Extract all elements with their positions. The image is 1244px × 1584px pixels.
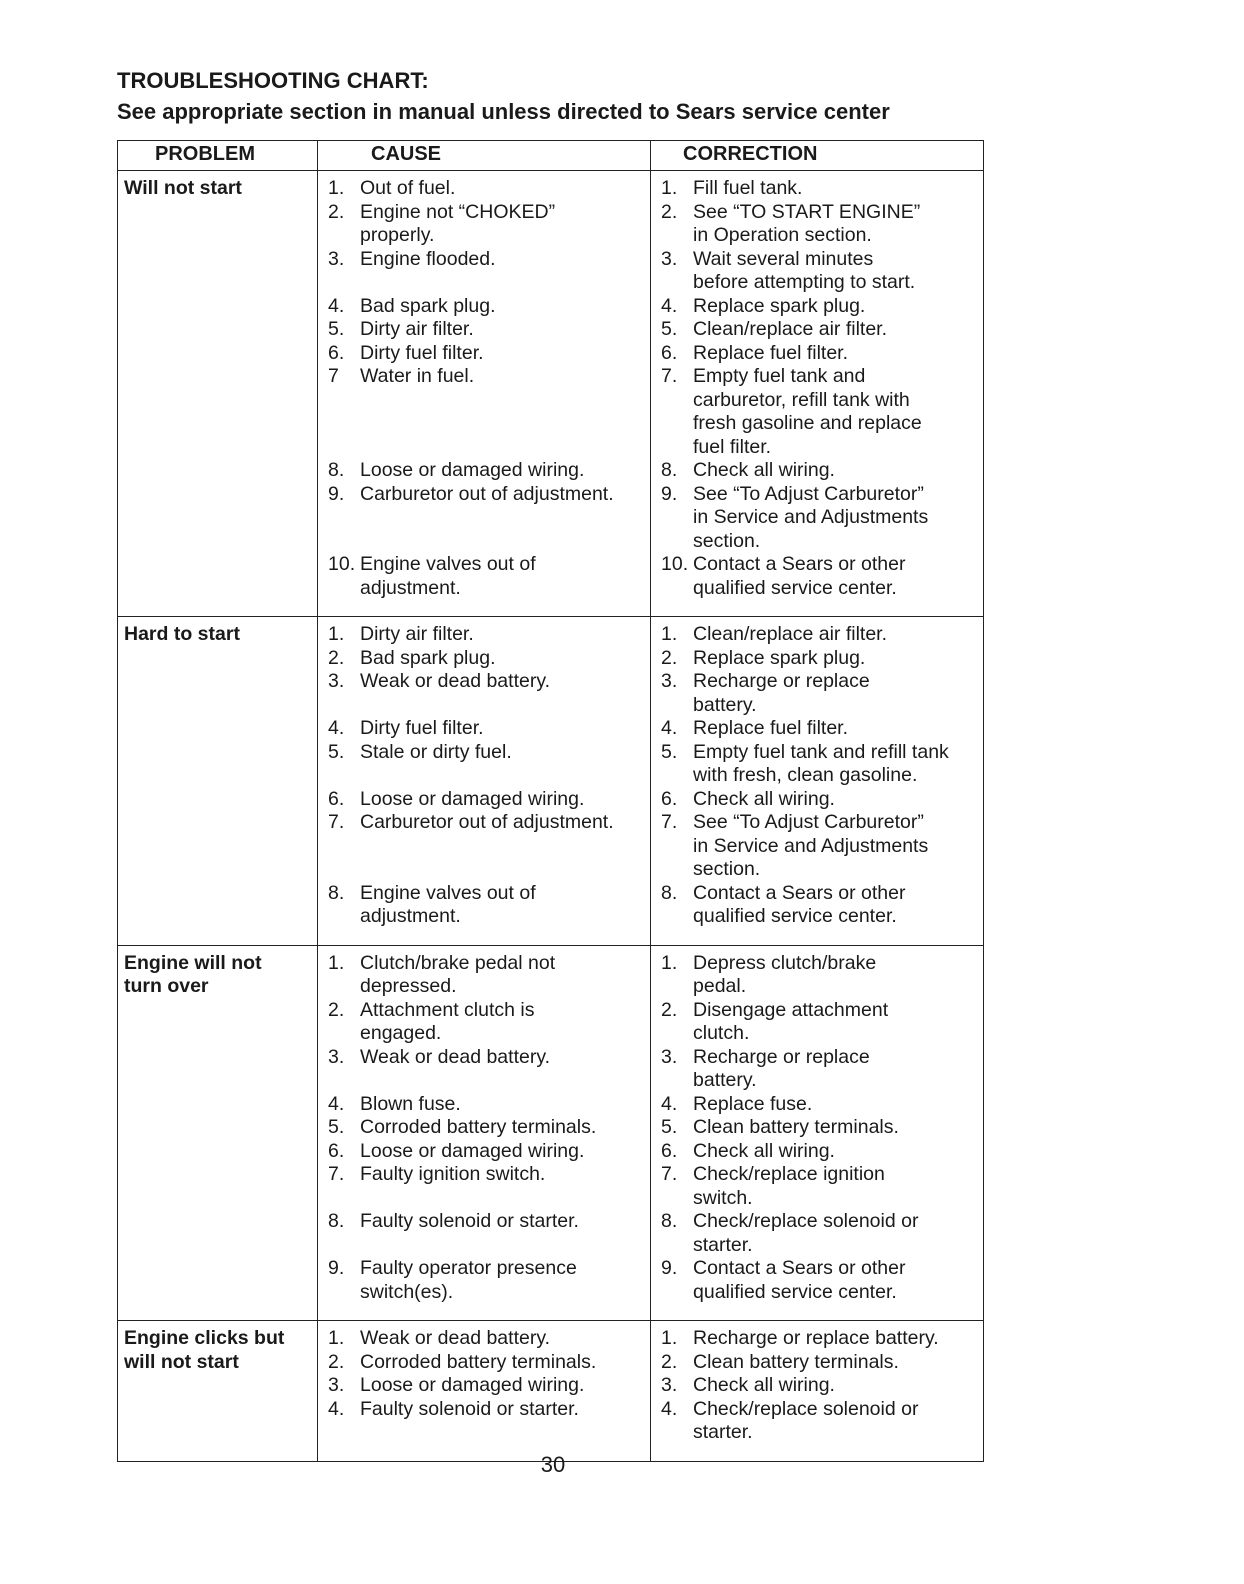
correction-item [661, 882, 981, 929]
cause-item-number: 3. [328, 1374, 345, 1396]
cause-item-text: Faulty solenoid or starter. [360, 1210, 579, 1232]
correction-item [661, 717, 981, 741]
cause-item-number: 3. [328, 670, 345, 692]
cause-item-text: Carburetor out of adjustment. [360, 811, 614, 833]
correction-item-text: Replace fuel filter. [693, 341, 849, 364]
correction-item [661, 1116, 981, 1140]
cause-item-text: Bad spark plug. [360, 646, 496, 669]
cause-item-text: Engine valves out of adjustment. [360, 881, 536, 927]
correction-item-text: Depress clutch/brake pedal. [693, 951, 877, 997]
correction-item-number: 3. [661, 1374, 678, 1396]
cause-item-number: 10. [328, 553, 356, 575]
correction-cell [651, 171, 984, 617]
spacer [328, 271, 648, 295]
correction-cell [651, 1321, 984, 1462]
cause-item [328, 295, 648, 319]
cause-item-text: Corroded battery terminals. [360, 1116, 597, 1138]
cause-item [328, 741, 648, 765]
cause-item [328, 1163, 648, 1187]
cause-item-text: Dirty air filter. [360, 623, 474, 645]
cause-item-text: Clutch/brake pedal not depressed. [360, 951, 556, 997]
table-row [118, 945, 984, 1321]
correction-item-number: 7. [661, 1163, 678, 1185]
correction-item-text: Disengage attachment clutch. [693, 998, 889, 1044]
correction-item [661, 1140, 981, 1164]
correction-item-number: 7. [661, 811, 678, 833]
correction-item-text: Check all wiring. [693, 1374, 835, 1396]
problem-cell [118, 171, 318, 617]
cause-item-text: Dirty fuel filter. [360, 717, 484, 739]
correction-item-number: 6. [661, 787, 678, 810]
cause-item-text: Engine not “CHOKED” properly. [360, 200, 556, 246]
cause-item-number: 7. [328, 1163, 345, 1185]
cause-item-number: 4. [328, 294, 345, 317]
cause-item [328, 459, 648, 483]
correction-item [661, 1327, 981, 1351]
cause-item-text: Engine flooded. [360, 247, 496, 270]
correction-item [661, 483, 981, 554]
correction-item [661, 999, 981, 1046]
cause-item [328, 1116, 648, 1140]
correction-item [661, 1351, 981, 1375]
correction-item [661, 201, 981, 248]
correction-item [661, 1257, 981, 1304]
cause-item-number: 1. [328, 623, 345, 645]
cause-item [328, 483, 648, 507]
correction-item [661, 248, 981, 295]
correction-item-number: 9. [661, 1257, 678, 1279]
cause-item-text: Loose or damaged wiring. [360, 1374, 585, 1396]
correction-item [661, 1046, 981, 1093]
problem-label: Will not start [124, 177, 242, 199]
cause-item-text: Weak or dead battery. [360, 1327, 551, 1349]
correction-item-number: 1. [661, 1327, 678, 1349]
cause-item [328, 882, 648, 929]
correction-item-text: Recharge or replace battery. [693, 1045, 870, 1091]
correction-cell [651, 617, 984, 946]
correction-item-text: See “To Adjust Carburetor” in Service and Adjustments section. [693, 811, 929, 880]
correction-item-number: 4. [661, 294, 678, 317]
correction-item [661, 459, 981, 483]
correction-item-text: Fill fuel tank. [693, 177, 803, 199]
correction-item-number: 4. [661, 1397, 678, 1420]
correction-item-text: Check all wiring. [693, 459, 835, 481]
cause-item [328, 1210, 648, 1234]
cause-item [328, 1093, 648, 1117]
problem-cell [118, 617, 318, 946]
cause-cell [318, 617, 651, 946]
correction-item-number: 7. [661, 365, 678, 387]
cause-item-text: Dirty air filter. [360, 318, 474, 340]
correction-item-text: Contact a Sears or other qualified service center. [693, 1257, 906, 1303]
cause-item-number: 4. [328, 717, 345, 739]
spacer [328, 506, 648, 553]
cause-item-text: Bad spark plug. [360, 294, 496, 317]
cause-item-number: 2. [328, 998, 345, 1021]
correction-item-text: Clean battery terminals. [693, 1350, 899, 1373]
cause-item-text: Dirty fuel filter. [360, 341, 484, 364]
cause-item-text: Attachment clutch is engaged. [360, 998, 535, 1044]
correction-item-text: Wait several minutes before attempting to start. [693, 247, 916, 293]
correction-item-text: Clean/replace air filter. [693, 318, 888, 340]
correction-item [661, 1398, 981, 1445]
cause-item [328, 177, 648, 201]
correction-item-text: Contact a Sears or other qualified service center. [693, 553, 906, 599]
correction-item-number: 2. [661, 200, 678, 223]
cause-item [328, 318, 648, 342]
correction-item [661, 553, 981, 600]
correction-item [661, 1163, 981, 1210]
correction-item [661, 1374, 981, 1398]
correction-item-text: Check/replace solenoid or starter. [693, 1397, 919, 1443]
cause-item [328, 788, 648, 812]
correction-item-text: Check/replace solenoid or starter. [693, 1210, 919, 1256]
correction-item-number: 5. [661, 740, 678, 763]
cause-item-number: 2. [328, 646, 345, 669]
cause-item-number: 5. [328, 1116, 345, 1138]
cause-item-text: Corroded battery terminals. [360, 1350, 597, 1373]
correction-item-number: 10. [661, 553, 689, 575]
correction-item-text: Clean/replace air filter. [693, 623, 888, 645]
spacer [328, 1187, 648, 1211]
cause-item-number: 9. [328, 482, 345, 505]
correction-item-number: 1. [661, 177, 678, 199]
cause-item-text: Faulty operator presence switch(es). [360, 1257, 577, 1303]
correction-item [661, 1093, 981, 1117]
cause-item-number: 1. [328, 1327, 345, 1349]
correction-item-number: 5. [661, 318, 678, 340]
table-body [118, 171, 984, 1462]
cause-item-number: 8. [328, 1210, 345, 1232]
correction-item-number: 5. [661, 1116, 678, 1138]
column-header-problem: PROBLEM [118, 141, 318, 171]
cause-item-text: Stale or dirty fuel. [360, 740, 512, 763]
correction-item [661, 647, 981, 671]
cause-item [328, 1398, 648, 1422]
chart-title: TROUBLESHOOTING CHART: [117, 68, 429, 93]
correction-item-text: Check all wiring. [693, 1139, 835, 1162]
cause-item-number: 5. [328, 740, 345, 763]
correction-item-number: 1. [661, 623, 678, 645]
correction-item [661, 952, 981, 999]
column-header-cause: CAUSE [318, 141, 651, 171]
correction-item-number: 4. [661, 717, 678, 739]
cause-item-text: Weak or dead battery. [360, 670, 551, 692]
correction-item-text: Recharge or replace battery. [693, 670, 870, 716]
cause-item-text: Weak or dead battery. [360, 1045, 551, 1068]
page-number: 30 [540, 1452, 566, 1477]
correction-item-text: Check all wiring. [693, 787, 835, 810]
spacer [328, 1234, 648, 1258]
cause-item [328, 342, 648, 366]
spacer [328, 389, 648, 460]
correction-item [661, 342, 981, 366]
correction-item-text: Replace fuse. [693, 1092, 813, 1115]
spacer [328, 835, 648, 882]
correction-item-text: Clean battery terminals. [693, 1116, 899, 1138]
cause-item-text: Loose or damaged wiring. [360, 459, 585, 481]
correction-item [661, 177, 981, 201]
correction-item-number: 2. [661, 646, 678, 669]
cause-item [328, 811, 648, 835]
problem-label: Engine clicks but will not start [124, 1327, 285, 1373]
cause-item [328, 1257, 648, 1304]
correction-item-number: 2. [661, 998, 678, 1021]
troubleshooting-table [117, 140, 984, 1462]
correction-item-text: See “TO START ENGINE” in Operation section. [693, 200, 921, 246]
correction-item [661, 741, 981, 788]
cause-item [328, 1351, 648, 1375]
cause-item-number: 6. [328, 341, 345, 364]
correction-item [661, 623, 981, 647]
correction-item-number: 8. [661, 459, 678, 481]
correction-item-text: Replace spark plug. [693, 294, 866, 317]
cause-item-number: 6. [328, 787, 345, 810]
cause-item [328, 201, 648, 248]
correction-item [661, 1210, 981, 1257]
problem-cell [118, 1321, 318, 1462]
cause-item-text: Out of fuel. [360, 177, 456, 199]
spacer [328, 694, 648, 718]
cause-item [328, 999, 648, 1046]
column-header-correction: CORRECTION [651, 141, 984, 171]
correction-item [661, 365, 981, 459]
correction-item [661, 811, 981, 882]
cause-item-number: 7. [328, 811, 345, 833]
correction-item-number: 8. [661, 1210, 678, 1232]
table-row [118, 1321, 984, 1462]
problem-label: Hard to start [124, 623, 240, 645]
cause-item-text: Engine valves out of adjustment. [360, 553, 536, 599]
spacer [328, 1069, 648, 1093]
correction-item-number: 3. [661, 670, 678, 692]
cause-item-number: 6. [328, 1139, 345, 1162]
cause-item-text: Blown fuse. [360, 1092, 461, 1115]
chart-subtitle: See appropriate section in manual unless directed to Sears service center [117, 99, 890, 124]
cause-item [328, 670, 648, 694]
cause-item-number: 3. [328, 1045, 345, 1068]
cause-item-number: 8. [328, 459, 345, 481]
cause-item-number: 5. [328, 318, 345, 340]
cause-item-number: 9. [328, 1257, 345, 1279]
correction-item-text: Replace spark plug. [693, 646, 866, 669]
cause-cell [318, 1321, 651, 1462]
problem-label: Engine will not turn over [124, 951, 262, 997]
correction-item-number: 3. [661, 1045, 678, 1068]
cause-item-number: 1. [328, 177, 345, 199]
cause-item-text: Carburetor out of adjustment. [360, 482, 614, 505]
cause-item-text: Loose or damaged wiring. [360, 787, 585, 810]
correction-item [661, 670, 981, 717]
correction-item-text: Recharge or replace battery. [693, 1327, 939, 1349]
correction-cell [651, 945, 984, 1321]
cause-item-number: 2. [328, 1350, 345, 1373]
cause-item [328, 365, 648, 389]
correction-item [661, 295, 981, 319]
cause-item-number: 2. [328, 200, 345, 223]
correction-item-number: 9. [661, 482, 678, 505]
correction-item-number: 2. [661, 1350, 678, 1373]
correction-item-number: 6. [661, 341, 678, 364]
cause-item [328, 248, 648, 272]
correction-item [661, 788, 981, 812]
correction-item-text: Contact a Sears or other qualified service center. [693, 881, 906, 927]
cause-item [328, 1140, 648, 1164]
table-row [118, 617, 984, 946]
correction-item-number: 6. [661, 1139, 678, 1162]
cause-item-text: Water in fuel. [360, 365, 475, 387]
cause-item-number: 8. [328, 881, 345, 904]
cause-item [328, 553, 648, 600]
correction-item [661, 318, 981, 342]
correction-item-text: See “To Adjust Carburetor” in Service and Adjustments section. [693, 482, 929, 552]
correction-item-text: Check/replace ignition switch. [693, 1163, 885, 1209]
cause-item [328, 952, 648, 999]
cause-item-number: 3. [328, 247, 345, 270]
correction-item-number: 8. [661, 881, 678, 904]
cause-item-text: Loose or damaged wiring. [360, 1139, 585, 1162]
spacer [328, 764, 648, 788]
cause-cell [318, 945, 651, 1321]
cause-item [328, 1327, 648, 1351]
cause-item-number: 7 [328, 365, 339, 387]
correction-item-number: 4. [661, 1092, 678, 1115]
cause-item [328, 623, 648, 647]
problem-cell [118, 945, 318, 1321]
cause-cell [318, 171, 651, 617]
cause-item-number: 4. [328, 1397, 345, 1420]
correction-item-text: Empty fuel tank and carburetor, refill tank with fresh gasoline and replace fuel filter. [693, 365, 922, 458]
cause-item [328, 647, 648, 671]
correction-item-text: Empty fuel tank and refill tank with fresh, clean gasoline. [693, 740, 949, 786]
cause-item [328, 1374, 648, 1398]
correction-item-number: 3. [661, 247, 678, 270]
cause-item [328, 1046, 648, 1070]
correction-item-text: Replace fuel filter. [693, 717, 849, 739]
cause-item-number: 4. [328, 1092, 345, 1115]
table-row [118, 171, 984, 617]
cause-item-number: 1. [328, 951, 345, 974]
cause-item-text: Faulty solenoid or starter. [360, 1397, 579, 1420]
table-header-row [118, 141, 984, 171]
cause-item [328, 717, 648, 741]
cause-item-text: Faulty ignition switch. [360, 1163, 546, 1185]
correction-item-number: 1. [661, 951, 678, 974]
